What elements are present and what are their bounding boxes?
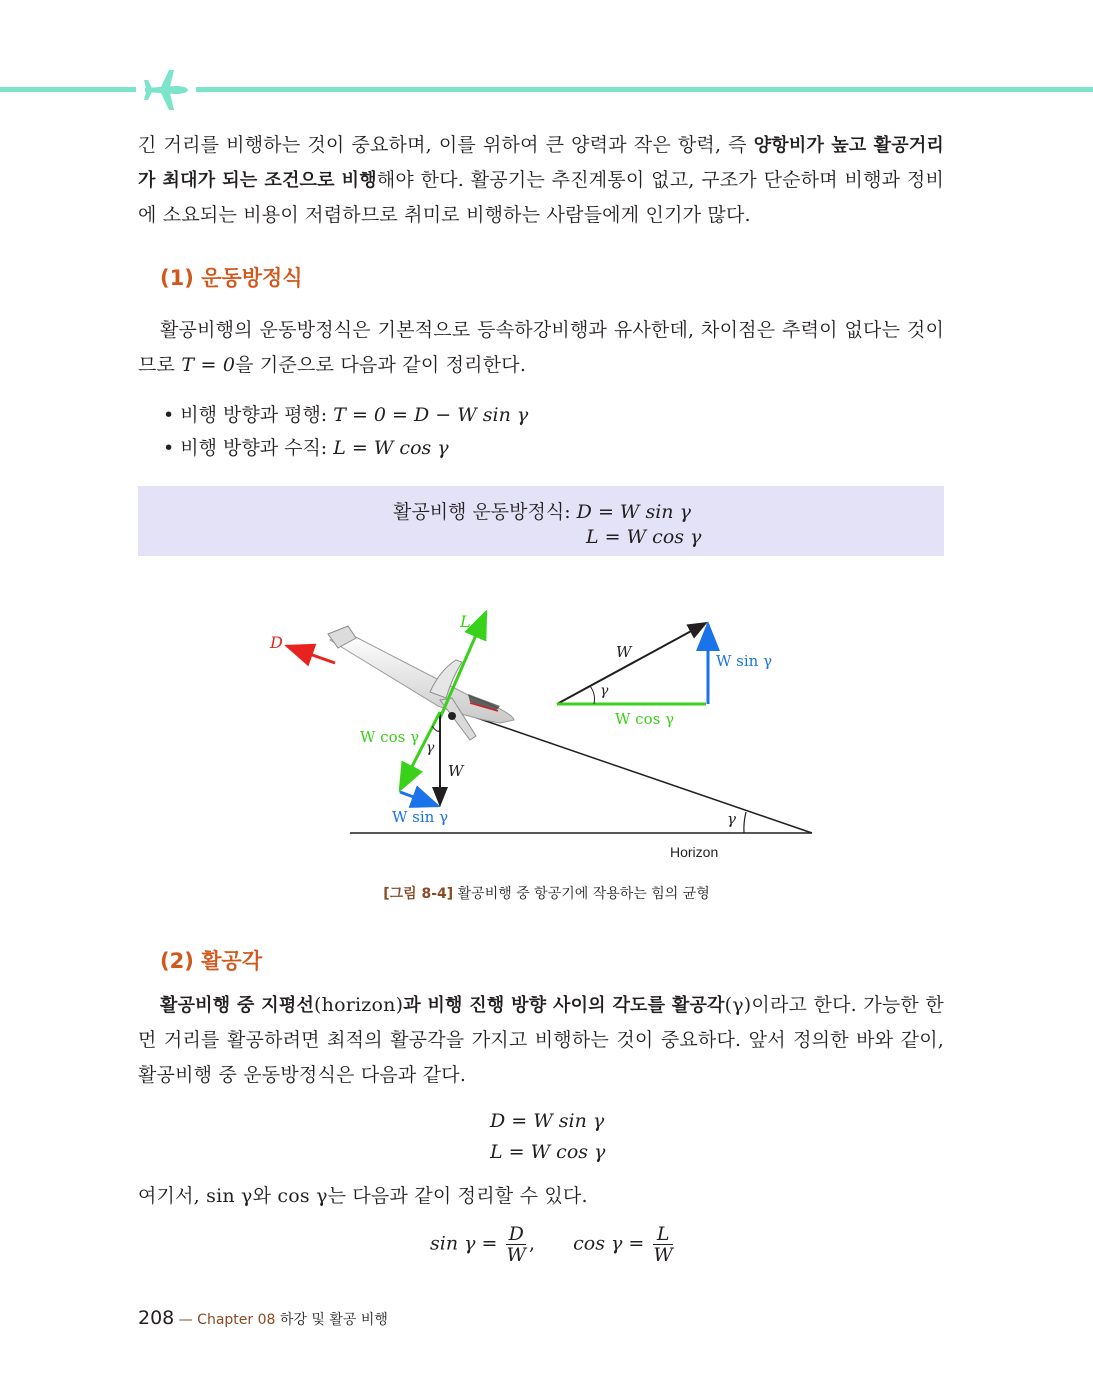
equation-box-line1 (393, 497, 691, 524)
wcos-label: W cos γ (360, 728, 420, 746)
weight-label: W (448, 762, 464, 780)
section2-bold-2: 과 비행 진행 방향 사이의 각도를 활공각 (403, 995, 725, 1016)
equation-box-eq1: D = W sin γ (576, 501, 691, 523)
horizon-label: Horizon (670, 844, 719, 860)
figure-caption (0, 883, 1093, 903)
page-footer (138, 1307, 388, 1329)
intro-paragraph (138, 128, 944, 233)
section1-inline-math: T = 0 (181, 354, 236, 376)
bullet-parallel-label: • 비행 방향과 평행: (163, 404, 334, 426)
equation-box (138, 486, 944, 556)
triangle-angle-arc (590, 686, 595, 704)
footer-chapter: Chapter 08 (197, 1312, 276, 1328)
bullet-parallel (163, 400, 528, 427)
triangle-wcos-label: W cos γ (615, 710, 675, 728)
weight-angle-label: γ (426, 740, 435, 756)
figure-caption-text: 활공비행 중 항공기에 작용하는 힘의 균형 (453, 886, 710, 902)
weight-angle-arc (432, 726, 440, 731)
section2-where-text: 여기서, sin γ와 cos γ는 다음과 같이 정리할 수 있다. (138, 1185, 588, 1207)
section2-equation-2: L = W cos γ (490, 1141, 606, 1163)
drag-label: D (270, 633, 283, 652)
trig-fraction-equations (430, 1224, 676, 1265)
sin-lhs: sin γ = (430, 1232, 498, 1255)
cos-fraction (653, 1224, 673, 1265)
wsin-label: W sin γ (392, 808, 449, 826)
cos-denominator: W (653, 1244, 673, 1266)
section1-text-b: 을 기준으로 다음과 같이 정리한다. (235, 354, 527, 376)
section1-text-a: 활공비행의 운동방정식은 기본적으로 등속하강비행과 유사한데, 차이점은 추력이 없다는 것이므로 (138, 319, 944, 376)
triangle-wsin-label: W sin γ (716, 652, 773, 670)
airplane-icon (143, 68, 189, 112)
section2-equation-1: D = W sin γ (490, 1110, 605, 1132)
sin-fraction (506, 1224, 526, 1265)
section2-paragraph (138, 988, 944, 1093)
glide-angle-arc (744, 812, 746, 833)
bullet-perpendicular-equation: L = W cos γ (333, 437, 449, 459)
bullet-perpendicular (163, 433, 449, 460)
figure-caption-tag: [그림 8-4] (383, 886, 454, 902)
intro-text-1: 긴 거리를 비행하는 것이 중요하며, 이를 위하여 큰 양력과 작은 항력, 즉 (138, 134, 754, 156)
triangle-weight-side (557, 623, 706, 704)
wsin-arrow (400, 792, 438, 806)
bullet-perpendicular-label: • 비행 방향과 수직: (163, 437, 334, 459)
glide-angle-label: γ (727, 810, 736, 828)
section2-bold-1: 활공비행 중 지평선 (160, 995, 315, 1016)
triangle-angle-label: γ (600, 683, 609, 699)
sin-numerator: D (506, 1224, 526, 1245)
sin-denominator: W (506, 1244, 526, 1266)
triangle-weight-label: W (616, 643, 632, 661)
glider-image (328, 626, 514, 740)
section2-text-2: (γ)이라고 한다. 가능한 한 먼 거리를 활공하려면 최적의 활공각을 가지고 비행하는 것이 중요하다. 앞서 정의한 바와 같이, 활공비행 중 운동방정식은 다음과 같다. (138, 994, 944, 1086)
drag-arrow (287, 646, 335, 663)
section1-heading: (1) 운동방정식 (160, 266, 303, 290)
glide-force-diagram (0, 590, 1093, 880)
bullet-parallel-equation: T = 0 = D − W sin γ (333, 404, 529, 426)
page-number: 208 (138, 1307, 175, 1329)
footer-chapter-title: 하강 및 활공 비행 (275, 1312, 388, 1328)
section1-paragraph (138, 313, 944, 383)
intro-text-2: 해야 한다. 활공기는 추진계통이 없고, 구조가 단순하며 비행과 정비에 소요되는 비용이 저렴하므로 취미로 비행하는 사람들에게 인기가 많다. (138, 169, 944, 226)
intro-bold-text: 양항비가 높고 활공거리가 최대가 되는 조건으로 비행 (138, 135, 945, 191)
cos-lhs: cos γ = (573, 1232, 645, 1255)
lift-label: L (460, 612, 471, 631)
fraction-separator: , (529, 1232, 536, 1255)
equation-box-eq2: L = W cos γ (586, 526, 702, 548)
header-line-right (196, 87, 1093, 92)
cos-numerator: L (653, 1224, 673, 1245)
equation-box-label: 활공비행 운동방정식: (393, 501, 577, 523)
section2-text-1: (horizon) (314, 994, 404, 1016)
header-line-left (0, 87, 136, 92)
section2-heading: (2) 활공각 (160, 949, 262, 973)
footer-dash: — (174, 1312, 198, 1328)
